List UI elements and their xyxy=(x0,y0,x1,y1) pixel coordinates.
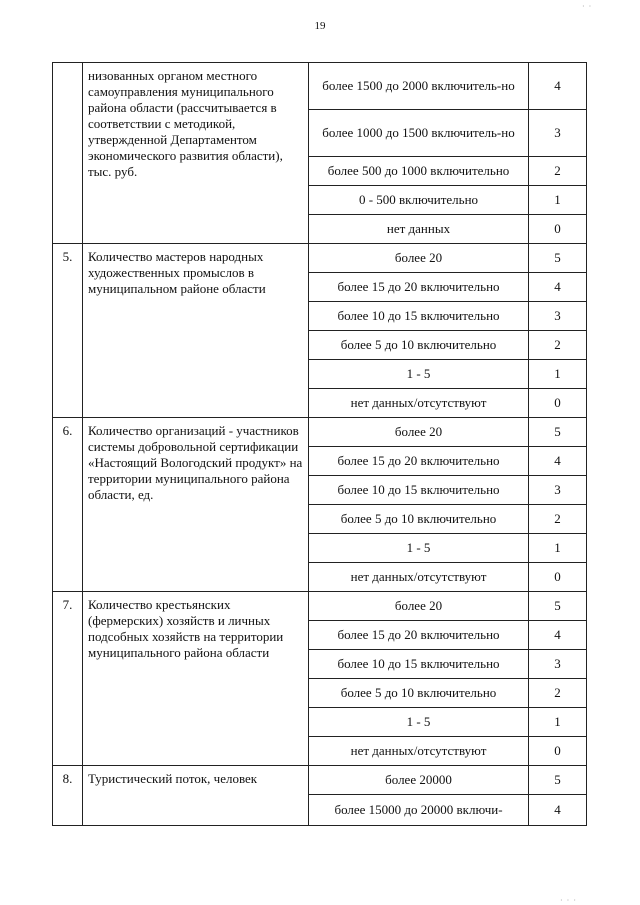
criterion-label: более 1000 до 1500 включитель-но xyxy=(309,110,529,157)
criterion-label: более 10 до 15 включительно xyxy=(309,476,529,505)
criterion-label: нет данных/отсутствуют xyxy=(309,563,529,592)
criterion-label: более 5 до 10 включительно xyxy=(309,331,529,360)
criterion-label: более 1500 до 2000 включитель-но xyxy=(309,63,529,110)
criterion-score: 4 xyxy=(529,621,587,650)
criterion-label: нет данных xyxy=(309,215,529,244)
criterion-score: 0 xyxy=(529,215,587,244)
criteria-table xyxy=(52,62,587,826)
criterion-label: более 10 до 15 включительно xyxy=(309,650,529,679)
row-number: 6. xyxy=(53,418,83,592)
criterion-label: более 15000 до 20000 включи- xyxy=(309,795,529,826)
criterion-score: 0 xyxy=(529,737,587,766)
indicator-name: низованных органом местного самоуправления муниципального района области (рассчитывается в соответствии с методикой, утвержденной Департаментом экономического развития области), тыс. руб. xyxy=(83,63,309,244)
criterion-score: 3 xyxy=(529,302,587,331)
criterion-score: 3 xyxy=(529,650,587,679)
criterion-score: 5 xyxy=(529,418,587,447)
criterion-label: более 15 до 20 включительно xyxy=(309,447,529,476)
criterion-label: более 15 до 20 включительно xyxy=(309,273,529,302)
criterion-score: 4 xyxy=(529,795,587,826)
criterion-score: 5 xyxy=(529,244,587,273)
criteria-table-body xyxy=(53,63,587,826)
row-number: 5. xyxy=(53,244,83,418)
criterion-score: 2 xyxy=(529,505,587,534)
criterion-score: 1 xyxy=(529,708,587,737)
table-row xyxy=(53,418,587,447)
criterion-score: 1 xyxy=(529,360,587,389)
criterion-score: 5 xyxy=(529,592,587,621)
criterion-label: более 5 до 10 включительно xyxy=(309,679,529,708)
criterion-score: 3 xyxy=(529,110,587,157)
criterion-score: 1 xyxy=(529,186,587,215)
criterion-label: более 20000 xyxy=(309,766,529,795)
table-row xyxy=(53,244,587,273)
criterion-label: 0 - 500 включительно xyxy=(309,186,529,215)
criterion-score: 5 xyxy=(529,766,587,795)
row-number: 8. xyxy=(53,766,83,826)
criterion-score: 0 xyxy=(529,563,587,592)
criterion-score: 4 xyxy=(529,447,587,476)
criterion-label: более 20 xyxy=(309,592,529,621)
criterion-label: нет данных/отсутствуют xyxy=(309,389,529,418)
indicator-name: Туристический поток, человек xyxy=(83,766,309,826)
criterion-score: 2 xyxy=(529,157,587,186)
criterion-score: 0 xyxy=(529,389,587,418)
criterion-label: 1 - 5 xyxy=(309,708,529,737)
criterion-score: 4 xyxy=(529,273,587,302)
criterion-label: 1 - 5 xyxy=(309,534,529,563)
criterion-score: 3 xyxy=(529,476,587,505)
criterion-score: 4 xyxy=(529,63,587,110)
criterion-label: более 15 до 20 включительно xyxy=(309,621,529,650)
indicator-name: Количество крестьянских (фермерских) хозяйств и личных подсобных хозяйств на территории муниципального района области xyxy=(83,592,309,766)
scan-mark-bottom: · · · xyxy=(560,896,577,905)
row-number: 7. xyxy=(53,592,83,766)
table-row xyxy=(53,766,587,795)
criterion-score: 1 xyxy=(529,534,587,563)
criterion-label: нет данных/отсутствуют xyxy=(309,737,529,766)
row-number xyxy=(53,63,83,244)
criterion-label: более 20 xyxy=(309,418,529,447)
indicator-name: Количество организаций - участников системы добровольной сертификации «Настоящий Вологодский продукт» на территории муниципального района области, ед. xyxy=(83,418,309,592)
criterion-label: более 5 до 10 включительно xyxy=(309,505,529,534)
criterion-score: 2 xyxy=(529,679,587,708)
criterion-label: 1 - 5 xyxy=(309,360,529,389)
scan-mark-top: · · xyxy=(582,2,593,11)
criterion-score: 2 xyxy=(529,331,587,360)
table-row xyxy=(53,63,587,110)
table-row xyxy=(53,592,587,621)
criterion-label: более 10 до 15 включительно xyxy=(309,302,529,331)
criterion-label: более 20 xyxy=(309,244,529,273)
page-number: 19 xyxy=(314,20,326,32)
criterion-label: более 500 до 1000 включительно xyxy=(309,157,529,186)
indicator-name: Количество мастеров народных художественных промыслов в муниципальном районе области xyxy=(83,244,309,418)
